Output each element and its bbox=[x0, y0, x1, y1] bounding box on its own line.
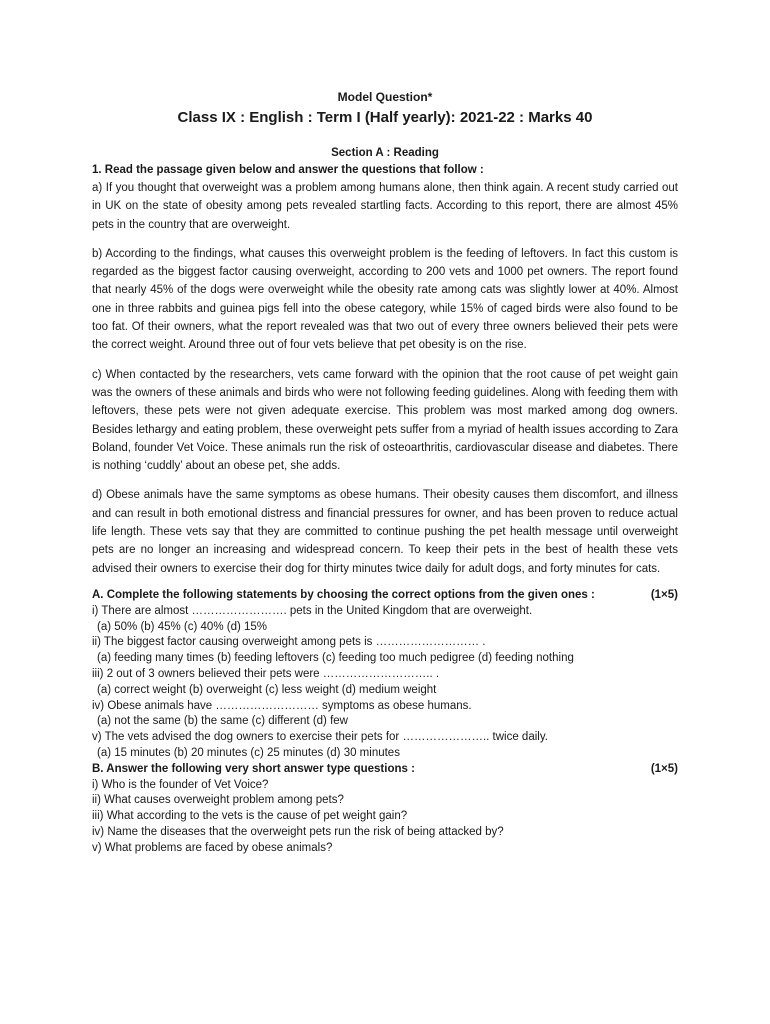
passage-paragraph-d: d) Obese animals have the same symptoms as obese humans. Their obesity causes them discomfort, and illness and can result in both emotional distress and financial pressures for owner, and has been proven to reduce actual life length. These vets say that they are committed to continue pushing the pet health message until overweight pets are no longer an increasing and widespread concern. To keep their pets in the best of health these vets advised their owners to exercise their dog for thirty minutes twice daily for adult dogs, and forty minutes for cats. bbox=[92, 489, 678, 575]
mcq-question: i) There are almost ……………………. pets in the United Kingdom that are overweight. bbox=[92, 604, 533, 617]
passage-paragraph-b: b) According to the findings, what causes this overweight problem is the feeding of leftovers. In fact this custom is regarded as the biggest factor causing overweight, according to 200 vets and 1000 pet owners. The report found that nearly 45% of the dogs were overweight while the obesity rate among cats was slightly lower at 40%. Almost one in three rabbits and guinea pigs fell into the obese category, while 15% of caged birds were also found to be too fat. Of their owners, what the report revealed was that two out of every three owners believed their pets were the correct weight. Around three out of four vets believe that pet obesity is on the rise. bbox=[92, 247, 678, 352]
mcq-options: (a) 50% (b) 45% (c) 40% (d) 15% bbox=[97, 620, 268, 633]
short-answer-question: iii) What according to the vets is the cause of pet weight gain? bbox=[92, 810, 408, 823]
mcq-question: ii) The biggest factor causing overweight among pets is ……………………… . bbox=[92, 636, 486, 649]
model-question-label: Model Question* bbox=[337, 90, 433, 104]
short-answer-question: v) What problems are faced by obese animals? bbox=[92, 841, 333, 854]
mcq-options: (a) feeding many times (b) feeding leftovers (c) feeding too much pedigree (d) feeding nothing bbox=[97, 652, 574, 665]
question-paper bbox=[92, 86, 678, 856]
section-b-marks: (1×5) bbox=[650, 762, 678, 775]
mcq-question: iii) 2 out of 3 owners believed their pets were ……………………….. . bbox=[92, 667, 440, 680]
passage-paragraph-a: a) If you thought that overweight was a problem among humans alone, then think again. A recent study carried out in UK on the state of obesity among pets revealed startling facts. According to this report, there are almost 45% pets in the country that are overweight. bbox=[92, 182, 678, 231]
page-title: Class IX : English : Term I (Half yearly): 2021-22 : Marks 40 bbox=[177, 109, 593, 126]
short-answer-question: i) Who is the founder of Vet Voice? bbox=[92, 778, 269, 791]
section-a-heading-row bbox=[92, 588, 678, 604]
section-a-marks: (1×5) bbox=[650, 588, 678, 601]
short-answer-question: iv) Name the diseases that the overweight pets run the risk of being attacked by? bbox=[92, 825, 504, 838]
mcq-options: (a) 15 minutes (b) 20 minutes (c) 25 minutes (d) 30 minutes bbox=[97, 746, 400, 759]
mcq-question: v) The vets advised the dog owners to exercise their pets for ………………….. twice daily. bbox=[92, 731, 548, 744]
question-1-heading: 1. Read the passage given below and answer the questions that follow : bbox=[92, 164, 484, 176]
short-answer-question: ii) What causes overweight problem among pets? bbox=[92, 794, 344, 807]
section-b-heading-row bbox=[92, 762, 678, 778]
mcq-options: (a) correct weight (b) overweight (c) less weight (d) medium weight bbox=[97, 683, 437, 696]
mcq-options: (a) not the same (b) the same (c) different (d) few bbox=[97, 715, 348, 728]
section-a-heading: A. Complete the following statements by choosing the correct options from the given ones : bbox=[92, 588, 595, 601]
passage-paragraph-c: c) When contacted by the researchers, vets came forward with the opinion that the root cause of pet weight gain was the owners of these animals and birds who were not following feeding guidelines. Along with feeding them with leftovers, these pets were not given adequate exercise. This problem was most marked among dog owners. Besides lethargy and eating problem, these overweight pets suffer from a myriad of health issues according to Zara Boland, founder Vet Voice. These animals run the risk of osteoarthritis, cardiovascular disease and diabetes. There is nothing ‘cuddly’ about an obese pet, she adds. bbox=[92, 368, 678, 473]
section-title: Section A : Reading bbox=[331, 147, 439, 159]
mcq-question: iv) Obese animals have ……………………… symptoms as obese humans. bbox=[92, 699, 472, 712]
section-b-heading: B. Answer the following very short answer type questions : bbox=[92, 762, 415, 775]
